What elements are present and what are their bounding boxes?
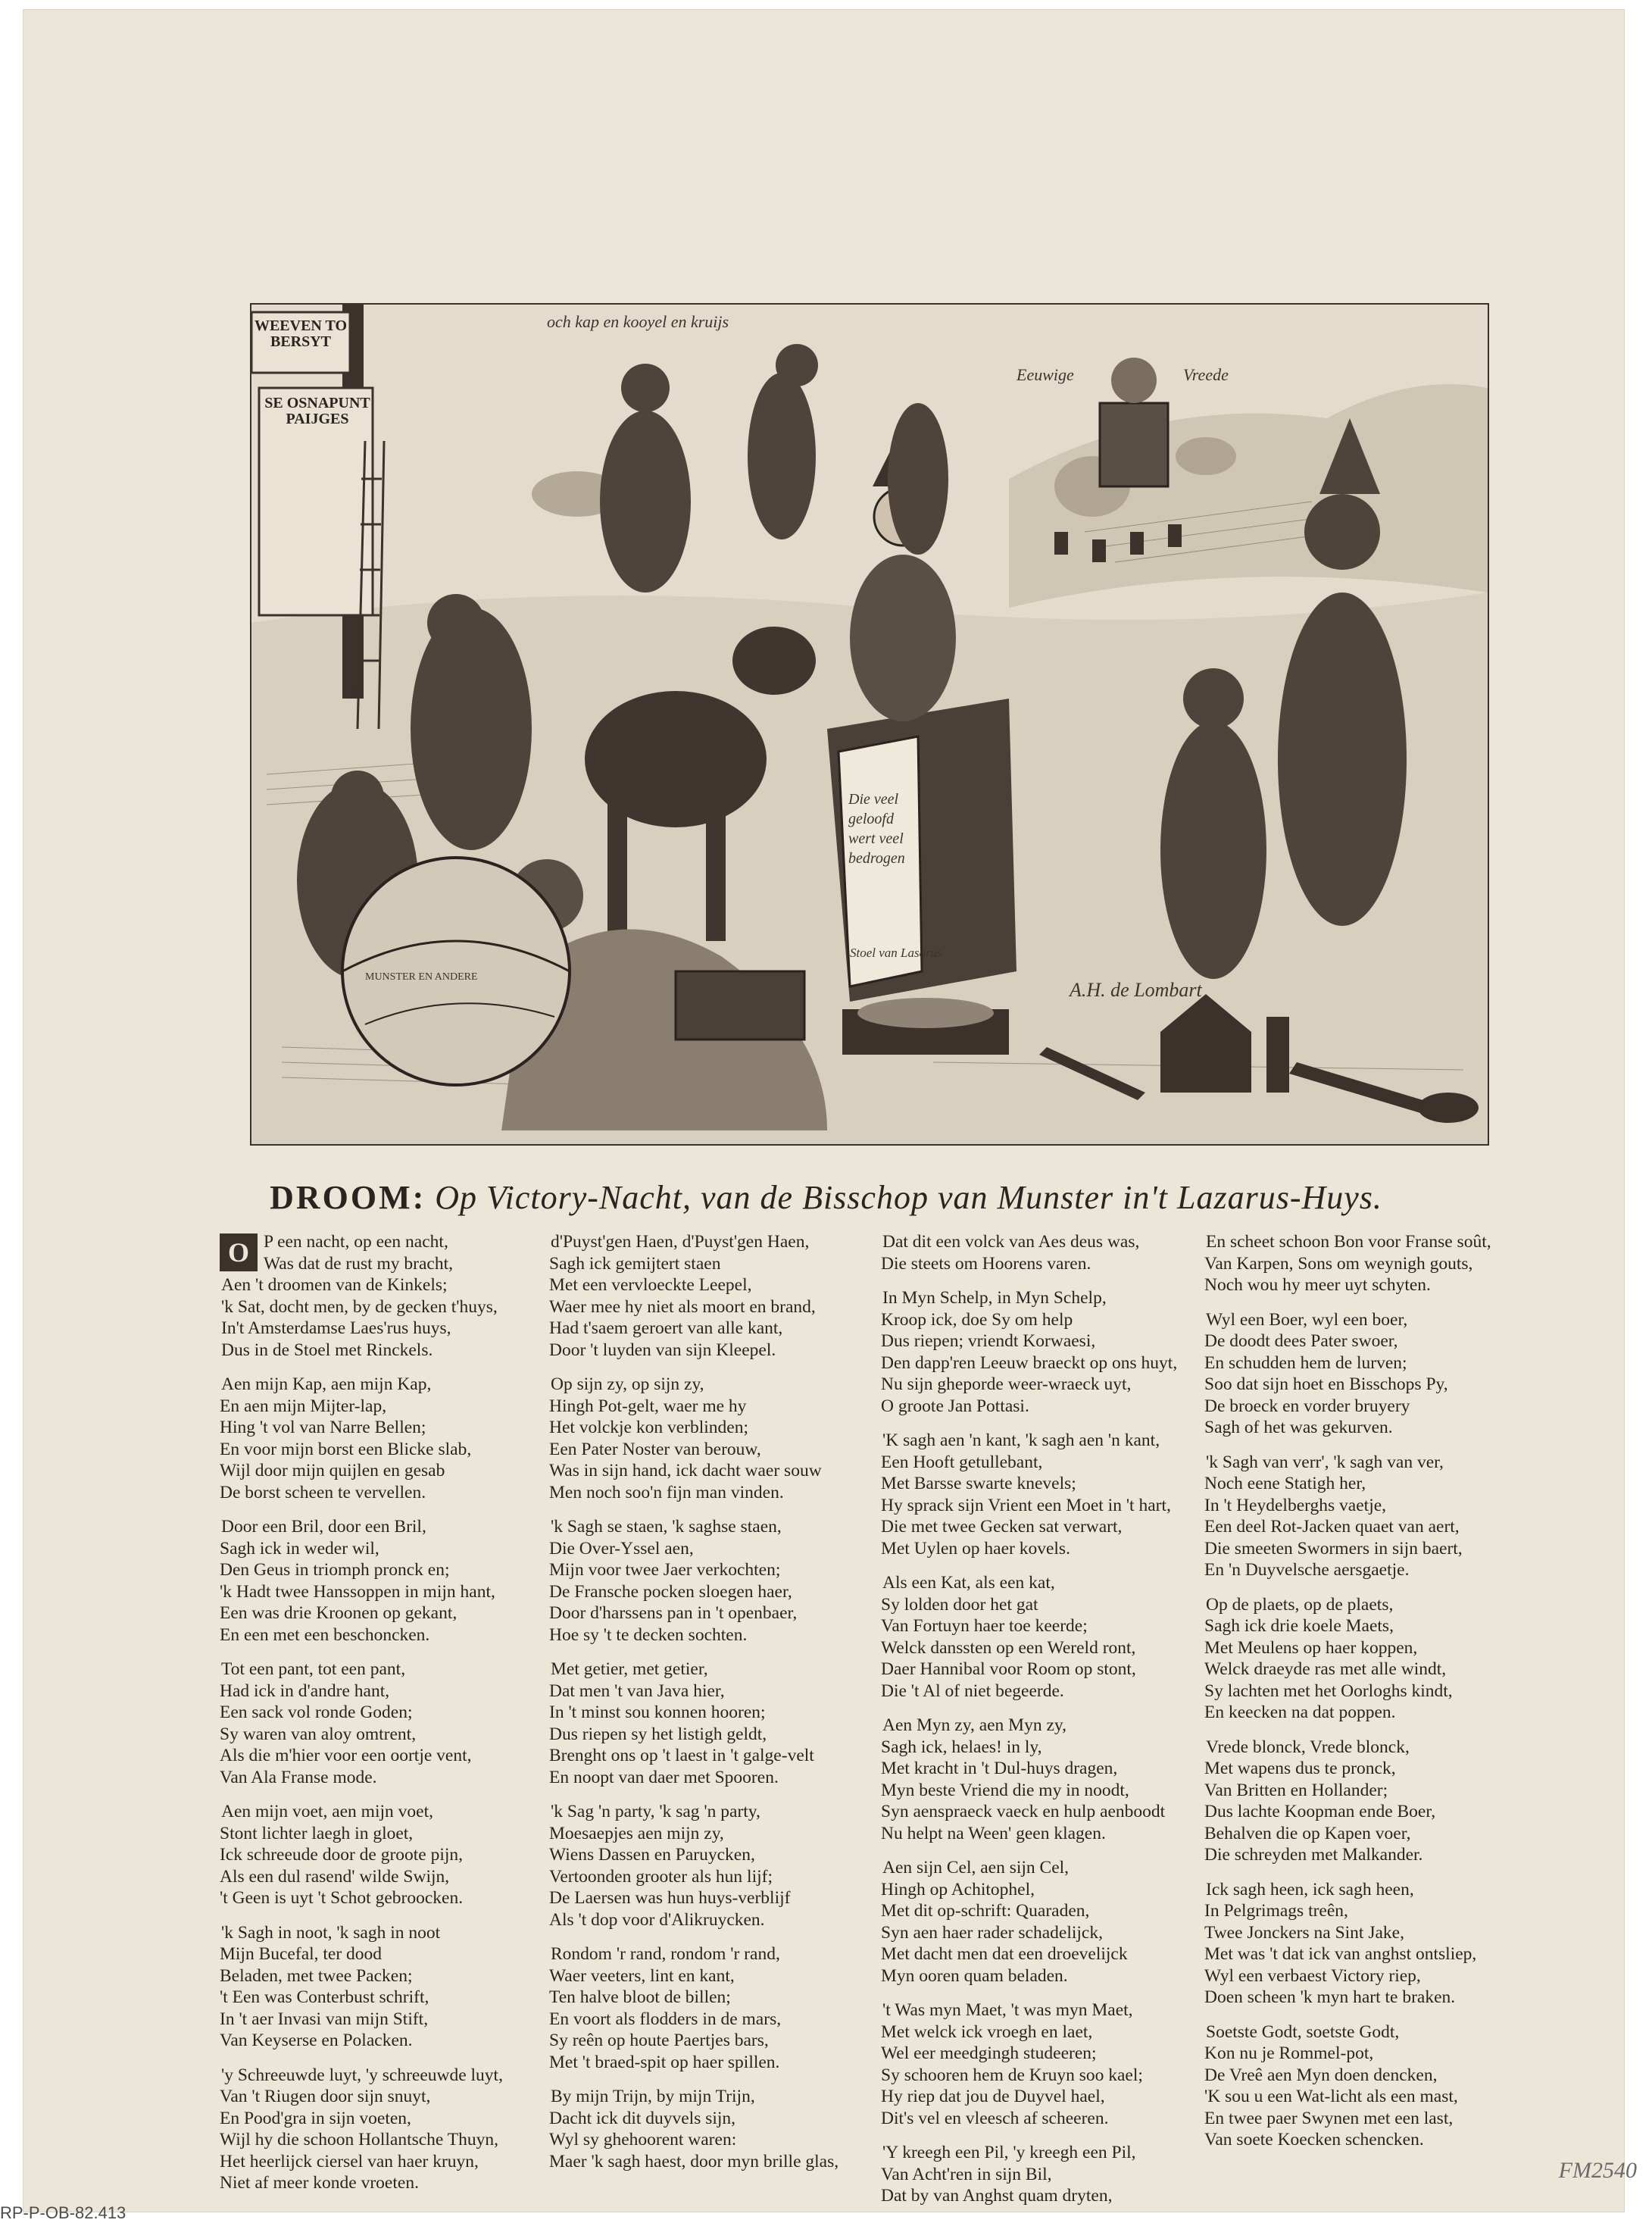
- poem-line: Aen sijn Cel, aen sijn Cel,: [882, 1858, 1070, 1878]
- poem-line: Door d'harssens pan in 't openbaer,: [549, 1603, 798, 1623]
- stanza: [220, 1659, 553, 1788]
- poem-line: Dat men 't van Java hier,: [549, 1681, 725, 1701]
- poem-line: Beladen, met twee Packen;: [220, 1965, 413, 1986]
- chair-caption: Stoel van Lasarus: [850, 946, 942, 960]
- poem-line: 't Een was Conterbust schrift,: [220, 1987, 429, 2007]
- poem-line: Het volckje kon verblinden;: [549, 1418, 748, 1437]
- poem-column-3: [881, 1231, 1214, 2220]
- poem-line: Mijn Bucefal, ter dood: [220, 1944, 383, 1964]
- poem-line: Dus riepen sy het listigh geldt,: [549, 1724, 767, 1744]
- poem-line: En een met een beschoncken.: [220, 1624, 430, 1645]
- poem-line: Met 't braed-spit op haer spillen.: [549, 2052, 780, 2072]
- poem-line: Door 't luyden van sijn Kleepel.: [549, 1340, 776, 1360]
- stanza: [220, 1374, 553, 1503]
- poem-line: Wel eer meedgingh studeeren;: [881, 2043, 1097, 2063]
- poem-line: Van Britten en Hollander;: [1204, 1780, 1388, 1800]
- poem-line: Syn aen haer rader schadelijck,: [881, 1922, 1103, 1943]
- poem-line: Een deel Rot-Jacken quaet van aert,: [1204, 1517, 1460, 1537]
- poem-line: Mijn voor twee Jaer verkochten;: [549, 1560, 781, 1580]
- poem-line: 'k Hadt twee Hanssoppen in mijn hant,: [220, 1581, 495, 1602]
- poem-line: Nu sijn gheporde weer-wraeck uyt,: [881, 1374, 1132, 1394]
- poem-line: Sagh ick, helaes! in ly,: [881, 1737, 1042, 1757]
- poem-line: Doen scheen 'k myn hart te braken.: [1204, 1987, 1456, 2007]
- poem-line: Met welck ick vroegh en laet,: [881, 2021, 1093, 2042]
- poem-line: Ick schreeude door de groote pijn,: [220, 1845, 464, 1865]
- poem-line: Niet af meer konde vroeten.: [220, 2173, 419, 2193]
- chair-inscription: Die veel geloofd wert veel bedrogen: [848, 791, 905, 867]
- print-title: [0, 1178, 1652, 1217]
- poem-line: Ick sagh heen, ick sagh heen,: [1206, 1879, 1414, 1899]
- poem-line: Als een Kat, als een kat,: [882, 1573, 1055, 1593]
- poem-line: Sy schooren hem de Kruyn soo kael;: [881, 2065, 1143, 2085]
- sign-top-label: WEEVEN TO BERSYT: [254, 317, 348, 350]
- inscription-peace: Vreede: [1183, 365, 1229, 384]
- stanza: [881, 1572, 1214, 1702]
- poem-line: Met Meulens op haer koppen,: [1204, 1637, 1418, 1658]
- stanza: [549, 1943, 882, 2073]
- poem-line: Hing 't vol van Narre Bellen;: [220, 1418, 426, 1437]
- stanza: [549, 1374, 882, 1503]
- poem-line: In Myn Schelp, in Myn Schelp,: [882, 1288, 1107, 1308]
- poem-line: De Vreê aen Myn doen dencken,: [1204, 2065, 1438, 2085]
- poem-line: Moesaepjes aen mijn zy,: [549, 1823, 724, 1843]
- stanza: [549, 1231, 882, 1361]
- poem-line: Sagh of het was gekurven.: [1204, 1418, 1393, 1437]
- stanza: [881, 2142, 1214, 2207]
- poem-line: Sy lachten met het Oorloghs kindt,: [1204, 1681, 1453, 1701]
- poem-line: Die 't Al of niet begeerde.: [881, 1681, 1064, 1701]
- poem-line: Tot een pant, tot een pant,: [221, 1659, 406, 1679]
- poem-line: De broeck en vorder bruyery: [1204, 1396, 1410, 1416]
- poem-line: Hingh op Achitophel,: [881, 1879, 1035, 1899]
- poem-line: Een sack vol ronde Goden;: [220, 1702, 413, 1722]
- poem-line: Soetste Godt, soetste Godt,: [1206, 2021, 1400, 2042]
- poem-line: Van soete Koecken schencken.: [1204, 2130, 1424, 2150]
- poem-line: 'K sagh aen 'n kant, 'k sagh aen 'n kant,: [882, 1430, 1160, 1450]
- poem-line: d'Puyst'gen Haen, d'Puyst'gen Haen,: [551, 1232, 810, 1252]
- poem-line: En schudden hem de lurven;: [1204, 1352, 1407, 1373]
- inventory-mark: FM2540: [1558, 2158, 1637, 2183]
- poem-line: Was dat de rust my bracht,: [264, 1253, 454, 1274]
- poem-line: By mijn Trijn, by mijn Trijn,: [551, 2087, 755, 2106]
- poem-line: Hy sprack sijn Vrient een Moet in 't hart,: [881, 1495, 1171, 1515]
- poem-line: 'k Sagh se staen, 'k saghse staen,: [551, 1517, 782, 1537]
- poem-line: Op sijn zy, op sijn zy,: [551, 1374, 704, 1394]
- poem-line: Van 't Riugen door sijn snuyt,: [220, 2087, 431, 2106]
- poem-line: Sy waren van aloy omtrent,: [220, 1724, 417, 1744]
- poem-line: Vrede blonck, Vrede blonck,: [1206, 1737, 1410, 1757]
- poem-line: Welck draeyde ras met alle windt,: [1204, 1659, 1447, 1679]
- poem-line: Als een dul rasend' wilde Swijn,: [220, 1866, 450, 1887]
- poem-line: 't Geen is uyt 't Schot gebroocken.: [220, 1888, 464, 1908]
- poem-line: In 't minst sou konnen hooren;: [549, 1702, 766, 1722]
- stanza: [881, 1857, 1214, 1987]
- stanza: [881, 1999, 1214, 2129]
- poem-line: In 't Heydelberghs vaetje,: [1204, 1495, 1387, 1515]
- poem-line: En 'n Duyvelsche aersgaetje.: [1204, 1560, 1410, 1580]
- poem-line: Van Keyserse en Polacken.: [220, 2031, 413, 2050]
- poem-line: Met kracht in 't Dul-huys dragen,: [881, 1759, 1118, 1778]
- poem-line: Dit's vel en vleesch af scheeren.: [881, 2108, 1109, 2128]
- poem-line: Dus lachte Koopman ende Boer,: [1204, 1802, 1436, 1821]
- stanza: [1204, 1737, 1538, 1866]
- poem-line: In't Amsterdamse Laes'rus huys,: [221, 1318, 451, 1338]
- poem-line: Noch wou hy meer uyt schyten.: [1204, 1275, 1431, 1295]
- poem-line: 'k Sagh in noot, 'k sagh in noot: [221, 1922, 441, 1943]
- poem-line: Met wapens dus te pronck,: [1204, 1759, 1396, 1778]
- poem-line: Had t'saem geroert van alle kant,: [549, 1318, 783, 1338]
- poem-line: Brenght ons op 't laest in 't galge-velt: [549, 1746, 814, 1765]
- poem-line: De Fransche pocken sloegen haer,: [549, 1581, 792, 1602]
- poem-line: Noch eene Statigh her,: [1204, 1474, 1366, 1493]
- poem-line: Nu helpt na Ween' geen klagen.: [881, 1823, 1106, 1843]
- poem-line: Die met twee Gecken sat verwart,: [881, 1517, 1123, 1537]
- poem-line: Met Uylen op haer kovels.: [881, 1538, 1070, 1559]
- poem-line: Sy reên op houte Paertjes bars,: [549, 2031, 769, 2050]
- poem-line: Had ick in d'andre hant,: [220, 1681, 390, 1701]
- poem-line: Dacht ick dit duyvels sijn,: [549, 2108, 736, 2128]
- poem-line: 'k Sat, docht men, by de gecken t'huys,: [221, 1296, 498, 1317]
- poem-line: Waer mee hy niet als moort en brand,: [549, 1296, 816, 1317]
- poem-line: En noopt van daer met Spooren.: [549, 1767, 779, 1787]
- stanza: [220, 1801, 553, 1909]
- poem-line: Myn ooren quam beladen.: [881, 1965, 1068, 1986]
- poem-line: Die schreyden met Malkander.: [1204, 1845, 1423, 1865]
- poem-line: Met dit op-schrift: Quaraden,: [881, 1901, 1090, 1921]
- poem-line: Hingh Pot-gelt, waer me hy: [549, 1396, 747, 1416]
- poem-line: Met een vervloeckte Leepel,: [549, 1275, 752, 1295]
- poem-line: Soo dat sijn hoet en Bisschops Py,: [1204, 1374, 1448, 1394]
- poem-line: Aen mijn voet, aen mijn voet,: [221, 1802, 433, 1821]
- poem-line: 'Y kreegh een Pil, 'y kreegh een Pil,: [882, 2143, 1136, 2162]
- engraving-illustration: [251, 305, 1488, 1144]
- poem-line: Wyl sy ghehoorent waren:: [549, 2130, 737, 2150]
- poem-line: Aen Myn zy, aen Myn zy,: [882, 1715, 1066, 1735]
- poem-line: Welck danssten op een Wereld ront,: [881, 1637, 1136, 1658]
- poem-line: In 't aer Invasi van mijn Stift,: [220, 2009, 429, 2029]
- poem-line: Op de plaets, op de plaets,: [1206, 1594, 1394, 1615]
- poem-line: Met dacht men dat een droevelijck: [881, 1944, 1128, 1964]
- poem-line: Myn beste Vriend die my in noodt,: [881, 1780, 1129, 1800]
- poem-line: En twee paer Swynen met een last,: [1204, 2108, 1454, 2128]
- stanza: [1204, 1309, 1538, 1439]
- poem-line: Met Barsse swarte knevels;: [881, 1474, 1076, 1493]
- stanza: [549, 1516, 882, 1646]
- poem-line: Rondom 'r rand, rondom 'r rand,: [551, 1944, 780, 1964]
- poem-line: Was in sijn hand, ick dacht waer souw: [549, 1461, 822, 1480]
- poem-line: Als die m'hier voor een oortje vent,: [220, 1746, 472, 1765]
- globe-inscription: MUNSTER EN ANDERE: [365, 971, 478, 983]
- engraver-signature: A.H. de Lombart: [1070, 979, 1202, 1001]
- poem-line: De Laersen was hun huys-verblijf: [549, 1888, 791, 1908]
- poem-line: Van Acht'ren in sijn Bil,: [881, 2164, 1052, 2184]
- stanza: [881, 1287, 1214, 1417]
- stanza: [1204, 1231, 1538, 1296]
- stanza: [1204, 2021, 1538, 2151]
- poem-line: Ten halve bloot de billen;: [549, 1987, 731, 2007]
- poem-line: In Pelgrimags treên,: [1204, 1901, 1348, 1921]
- poem-line: Sagh ick in weder wil,: [220, 1538, 379, 1559]
- poem-line: Syn aenspraeck vaeck en hulp aenboodt: [881, 1802, 1166, 1821]
- poem-line: Maer 'k sagh haest, door myn brille glas,: [549, 2151, 839, 2171]
- poem-line: Het heerlijck ciersel van haer kruyn,: [220, 2151, 479, 2171]
- poem-line: Vertoonden grooter als hun lijf;: [549, 1866, 773, 1887]
- poem-line: Men noch soo'n fijn man vinden.: [549, 1482, 784, 1502]
- poem-line: Den dapp'ren Leeuw braeckt op ons huyt,: [881, 1352, 1178, 1373]
- poem-line: Sagh ick drie koele Maets,: [1204, 1616, 1394, 1636]
- stanza: [1204, 1879, 1538, 2009]
- poem-line: En aen mijn Mijter-lap,: [220, 1396, 387, 1416]
- poem-column-4: [1204, 1231, 1538, 2164]
- poem-line: Twee Jonckers na Sint Jake,: [1204, 1922, 1404, 1943]
- stanza: [549, 1659, 882, 1788]
- poem-line: Aen 't droomen van de Kinkels;: [221, 1275, 448, 1295]
- poem-line: Van Karpen, Sons om weynigh gouts,: [1204, 1253, 1473, 1274]
- poem-line: 't Was myn Maet, 't was myn Maet,: [882, 2000, 1133, 2020]
- poem-line: Dus in de Stoel met Rinckels.: [221, 1340, 433, 1360]
- inscription-eternal: Eeuwige: [1016, 365, 1074, 384]
- stanza: [1204, 1452, 1538, 1581]
- stanza: [549, 2086, 882, 2172]
- stanza: [881, 1430, 1214, 1559]
- poem-line: 'K sou u een Wat-licht als een mast,: [1204, 2087, 1458, 2106]
- poem-line: 'k Sagh van verr', 'k sagh van ver,: [1206, 1452, 1444, 1472]
- stanza: [549, 1801, 882, 1931]
- poem-line: Waer veeters, lint en kant,: [549, 1965, 735, 1986]
- poem-line: Kon nu je Rommel-pot,: [1204, 2043, 1374, 2063]
- poem-line: Die Over-Yssel aen,: [549, 1538, 694, 1559]
- poem-line: Wyl een verbaest Victory riep,: [1204, 1965, 1421, 1986]
- poem-line: Hy riep dat jou de Duyvel hael,: [881, 2087, 1105, 2106]
- poem-column-1: [220, 1231, 553, 2207]
- poem-line: Dat by van Anghst quam dryten,: [881, 2186, 1113, 2206]
- catalog-number: RP-P-OB-82.413: [0, 2203, 126, 2222]
- poem-line: Den Geus in triomph pronck en;: [220, 1560, 450, 1580]
- poem-line: Stont lichter laegh in gloet,: [220, 1823, 414, 1843]
- poem-line: P een nacht, op een nacht,: [264, 1232, 448, 1252]
- stanza: [1204, 1594, 1538, 1724]
- poem-line: Wiens Dassen en Paruycken,: [549, 1845, 755, 1865]
- poem-line: Van Fortuyn haer toe keerde;: [881, 1616, 1088, 1636]
- poem-line: En voort als flodders in de mars,: [549, 2009, 782, 2029]
- poem-line: Een Hooft getullebant,: [881, 1452, 1043, 1472]
- poem-line: Met getier, met getier,: [551, 1659, 708, 1679]
- poem-line: Daer Hannibal voor Room op stont,: [881, 1659, 1136, 1679]
- poem-line: Wyl een Boer, wyl een boer,: [1206, 1309, 1408, 1330]
- poem-line: Met was 't dat ick van anghst ontsliep,: [1204, 1944, 1477, 1964]
- poem-line: En scheet schoon Bon voor Franse soût,: [1206, 1232, 1491, 1252]
- stanza: [220, 2065, 553, 2194]
- stanza: [881, 1231, 1214, 1274]
- poem-line: Die smeeten Swormers in sijn baert,: [1204, 1538, 1463, 1559]
- stanza: [881, 1715, 1214, 1844]
- poem-line: Als 't dop voor d'Alikruycken.: [549, 1909, 765, 1930]
- poem-line: En voor mijn borst een Blicke slab,: [220, 1439, 472, 1459]
- engraving-plate: [250, 303, 1489, 1146]
- poem-line: Die steets om Hoorens varen.: [881, 1253, 1091, 1274]
- poem-line: 'k Sag 'n party, 'k sag 'n party,: [551, 1802, 760, 1821]
- poem-line: Door een Bril, door een Bril,: [221, 1517, 426, 1537]
- poem-line: Wijl door mijn quijlen en gesab: [220, 1461, 445, 1480]
- poem-line: Kroop ick, doe Sy om help: [881, 1309, 1073, 1330]
- poem-line: De borst scheen te vervellen.: [220, 1482, 426, 1502]
- poem-line: En keecken na dat poppen.: [1204, 1702, 1396, 1722]
- poem-column-2: [549, 1231, 882, 2185]
- poem-line: Een Pater Noster van berouw,: [549, 1439, 761, 1459]
- sign-sub-label: SE OSNAPUNT PAIJGES: [264, 395, 370, 427]
- poem-line: Een was drie Kroonen op gekant,: [220, 1603, 458, 1623]
- poem-line: De doodt dees Pater swoer,: [1204, 1331, 1398, 1351]
- poem-line: Behalven die op Kapen voer,: [1204, 1823, 1411, 1843]
- poem-line: En Pood'gra in sijn voeten,: [220, 2108, 411, 2128]
- poem-line: Wijl hy die schoon Hollantsche Thuyn,: [220, 2130, 499, 2150]
- poem-line: Aen mijn Kap, aen mijn Kap,: [221, 1374, 432, 1394]
- stanza: [220, 1922, 553, 2052]
- stanza: [220, 1231, 553, 1361]
- poem-line: O groote Jan Pottasi.: [881, 1396, 1029, 1416]
- title-lead: DROOM:: [270, 1179, 426, 1216]
- poem-line: Van Ala Franse mode.: [220, 1767, 377, 1787]
- decorated-initial: O: [220, 1233, 258, 1271]
- designer-signature: H. Verbruijt: [857, 1024, 938, 1043]
- inscription-top: och kap en kooyel en kruijs: [547, 312, 729, 331]
- title-rest: Op Victory-Nacht, van de Bisschop van Munster in't Lazarus-Huys.: [435, 1179, 1382, 1216]
- poem-line: Dat dit een volck van Aes deus was,: [882, 1232, 1140, 1252]
- poem-line: Dus riepen; vriendt Korwaesi,: [881, 1331, 1096, 1351]
- poem-line: Sy lolden door het gat: [881, 1594, 1038, 1615]
- poem-line: Hoe sy 't te decken sochten.: [549, 1624, 748, 1645]
- poem-line: Sagh ick gemijtert staen: [549, 1253, 721, 1274]
- stanza: [220, 1516, 553, 1646]
- poem-line: 'y Schreeuwde luyt, 'y schreeuwde luyt,: [221, 2065, 503, 2085]
